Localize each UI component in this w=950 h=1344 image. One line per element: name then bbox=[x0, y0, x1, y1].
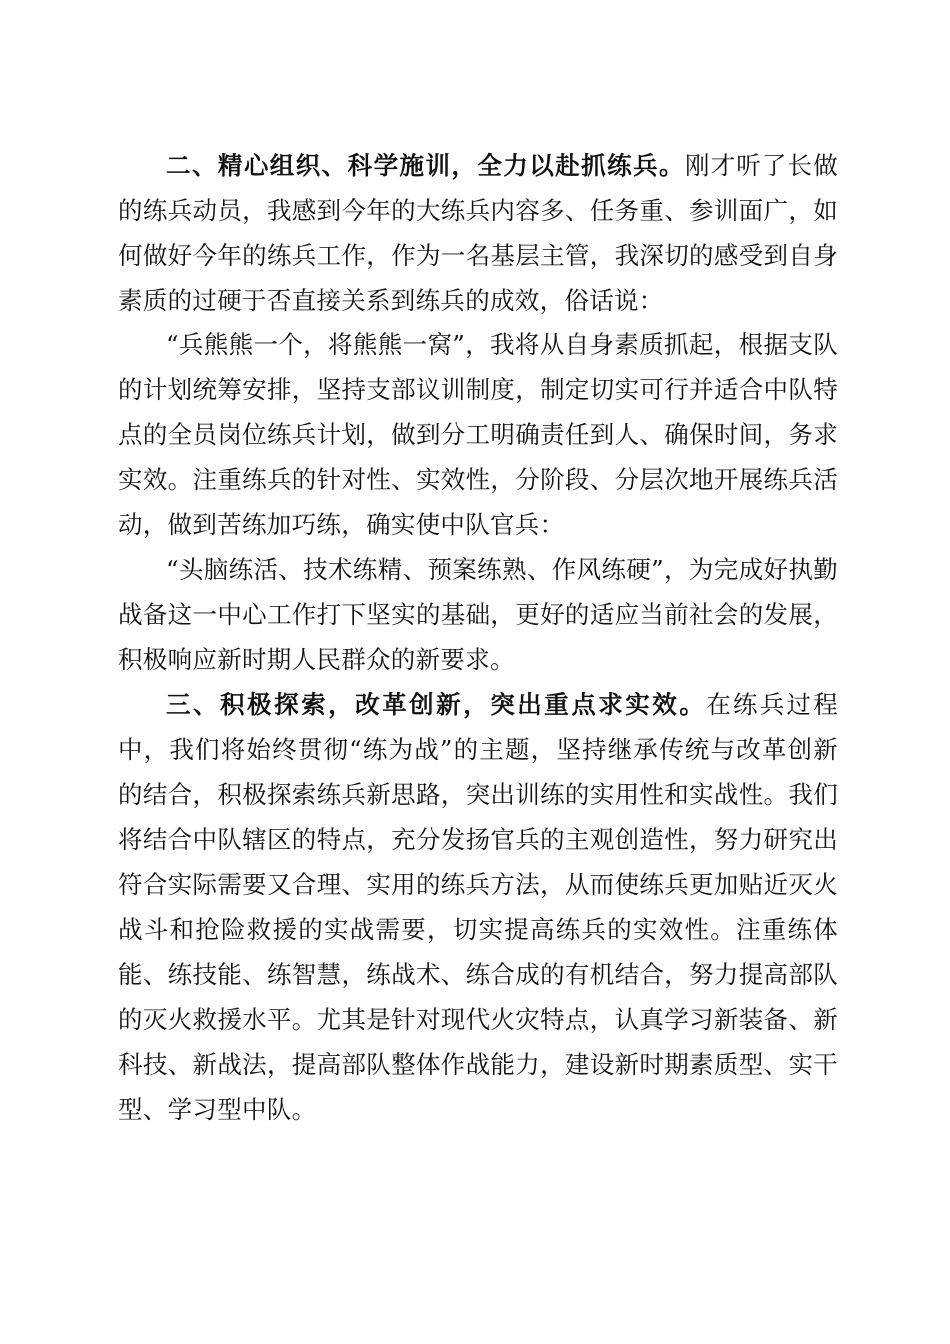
section-2-closing-paragraph: “头脑练活、技术练精、预案练熟、作风练硬”，为完成好执勤战备这一中心工作打下坚实的基础，更好的适应当前社会的发展，积极响应新时期人民群众的新要求。 bbox=[118, 555, 838, 674]
section-3-paragraph bbox=[118, 682, 838, 1132]
section-2-intro-text: 刚才听了长做的练兵动员，我感到今年的大练兵内容多、任务重、参训面广，如何做好今年的练兵工作，作为一名基层主管，我深切的感受到自身素质的过硬于否直接关系到练兵的成效，俗话说： bbox=[118, 151, 838, 315]
section-2-heading: 二、精心组织、科学施训，全力以赴抓练兵。 bbox=[166, 151, 685, 180]
section-2-closing-paragraph-block bbox=[118, 547, 838, 682]
section-2-paragraph-block bbox=[118, 143, 838, 323]
section-3-heading: 三、积极探索，改革创新，突出重点求实效。 bbox=[166, 690, 707, 719]
section-3-paragraph-block bbox=[118, 682, 838, 1132]
section-2-paragraph bbox=[118, 143, 838, 323]
section-2-quote-paragraph: “兵熊熊一个，将熊熊一窝”，我将从自身素质抓起，根据支队的计划统筹安排，坚持支部议训制度，制定切实可行并适合中队特点的全员岗位练兵计划，做到分工明确责任到人、确保时间，务求实效。注重练兵的针对性、实效性，分阶段、分层次地开展练兵活动，做到苦练加巧练，确实使中队官兵： bbox=[118, 330, 838, 539]
section-2-quote-paragraph-block bbox=[118, 322, 838, 547]
section-3-body-text: 在练兵过程中，我们将始终贯彻“练为战”的主题，坚持继承传统与改革创新的结合，积极探索练兵新思路，突出训练的实用性和实战性。我们将结合中队辖区的特点，充分发扬官兵的主观创造性，努力研究出符合实际需要又合理、实用的练兵方法，从而使练兵更加贴近灭火战斗和抢险救援的实战需要，切实提高练兵的实效性。注重练体能、练技能、练智慧，练战术、练合成的有机结合，努力提高部队的灭火救援水平。尤其是针对现代火灾特点，认真学习新装备、新科技、新战法，提高部队整体作战能力，建设新时期素质型、实干型、学习型中队。 bbox=[118, 690, 839, 1124]
